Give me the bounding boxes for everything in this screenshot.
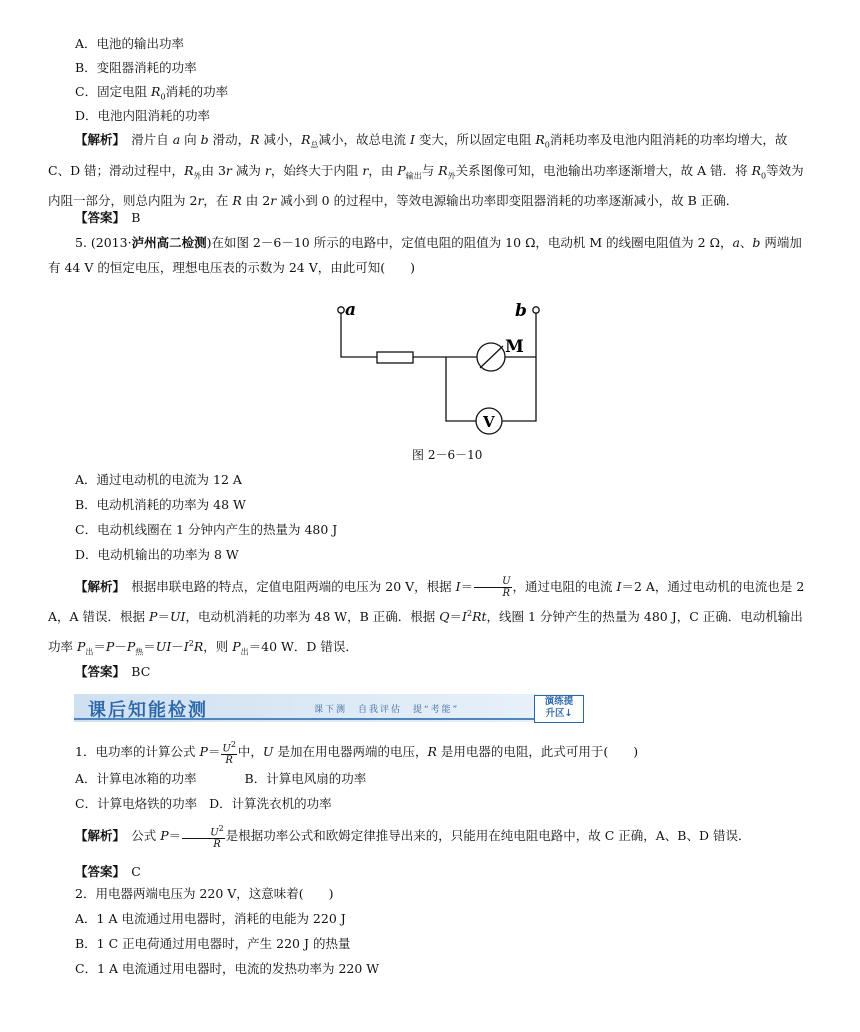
q2-option-c: C．1 A 电流通过用电器时，电流的发热功率为 220 W [75,961,380,976]
option-b: B．变阻器消耗的功率 [75,60,197,75]
section-banner [74,694,582,722]
q1-option-row-1: A．计算电冰箱的功率 B．计算电风扇的功率 [75,771,367,786]
wire-voltmeter-left [446,357,476,421]
analysis-paragraph-5: 【解析】 根据串联电路的特点，定值电阻两端的电压为 20 V，根据 I＝ $\frac{U}{R}$ ，通过电阻的电流 I＝2 A，通过电动机的电流也是 2 A，A 错误．根据 P＝UI，电动机消耗的功率为 48 W，B 正确．根据 $Q=I^2Rt$，线圈 1 分钟产生的热量为 480 J，C 正确．电动机输出功率 $P_出=P-P_热=UI-I^2R$，则 $P_出=40$ W．D 错误． [48,576,805,657]
q5-option-a: A．通过电动机的电流为 12 A [75,472,242,487]
fraction-u2-over-r: $\frac{U^2}{R}$ [222,739,236,767]
motor-stroke [480,346,503,368]
option-c: C．固定电阻 $R_0$消耗的功率 [75,84,229,102]
label-motor: M [505,337,524,357]
analysis-paragraph: 【解析】 滑片自 a 向 b 滑动，R 减小，$R_总$减小，故总电流 I 变大，所以固定电阻 $R_0$消耗功率及电池内阻消耗的功率均增大，故 C、D 错；滑动过程中，$R_外$由 3r 减为 r，始终大于内阻 r，由 $P_{输出}$与 $R_外$关系图像可知，电池输出功率逐渐增大，故 A 错．将 $R_0$等效为内阻一部分，则总内阻为 2r，在 R 由 2r 减小到 0 的过程中，等效电源输出功率即变阻器消耗的功率逐渐减小，故 B 正确． [48,132,804,208]
question-1: 1．电功率的计算公式 P＝ $\frac{U^2}{R}$ 中，U 是加在用电器两端的电压，R 是用电器的电阻，此式可用于( ) [75,739,639,767]
wire-voltmeter-right [502,357,536,421]
figure-caption: 图 2－6－10 [412,448,483,462]
q5-option-b: B．电动机消耗的功率为 48 W [75,497,246,512]
banner-subtitle: 课下测 自我评估 提“考能” [314,705,460,715]
label-b: b [515,301,527,321]
fixed-resistor [377,352,413,363]
terminal-b [533,307,539,313]
label-voltmeter: V [483,413,495,431]
answer-5: 【答案】 BC [75,664,151,679]
question-5: 5. (2013·泸州高二检测)在如图 2－6－10 所示的电路中，定值电阻的阻值为 10 Ω，电动机 M 的线圈电阻值为 2 Ω，a、b 两端加有 44 V 的恒定电压，理想电压表的示数为 24 V，由此可知( ) [48,235,802,275]
q1-option-row-2: C．计算电烙铁的功率 D．计算洗衣机的功率 [75,796,332,811]
fraction-u-over-r: $\frac{U}{R}$ [474,576,511,599]
question-2: 2．用电器两端电压为 220 V，这意味着( ) [75,886,334,901]
q2-option-a: A．1 A 电流通过用电器时，消耗的电能为 220 J [75,911,346,926]
analysis-paragraph-q1: 【解析】 公式 P＝ $\frac{U^2}{R}$ 是根据功率公式和欧姆定律推导出来的，只能用在纯电阻电路中，故 C 正确，A、B、D 错误． [75,823,751,851]
option-d: D．电池内阻消耗的功率 [75,108,211,123]
q5-option-c: C．电动机线圈在 1 分钟内产生的热量为 480 J [75,522,338,537]
terminal-a [338,307,344,313]
q2-option-b: B．1 C 正电荷通过用电器时，产生 220 J 的热量 [75,936,351,951]
label-a: a [345,300,357,320]
practice-button[interactable]: 演练提 升区↓ [534,695,584,723]
answer-q1: 【答案】 C [75,864,141,879]
fraction-u2-over-r-2: $\frac{U^2}{R}$ [182,823,225,850]
answer-1: 【答案】 B [75,210,141,225]
option-a: A．电池的输出功率 [75,36,185,51]
banner-title: 课后知能检测 [88,700,208,721]
q5-option-d: D．电动机输出的功率为 8 W [75,547,239,562]
circuit-diagram [0,0,860,470]
